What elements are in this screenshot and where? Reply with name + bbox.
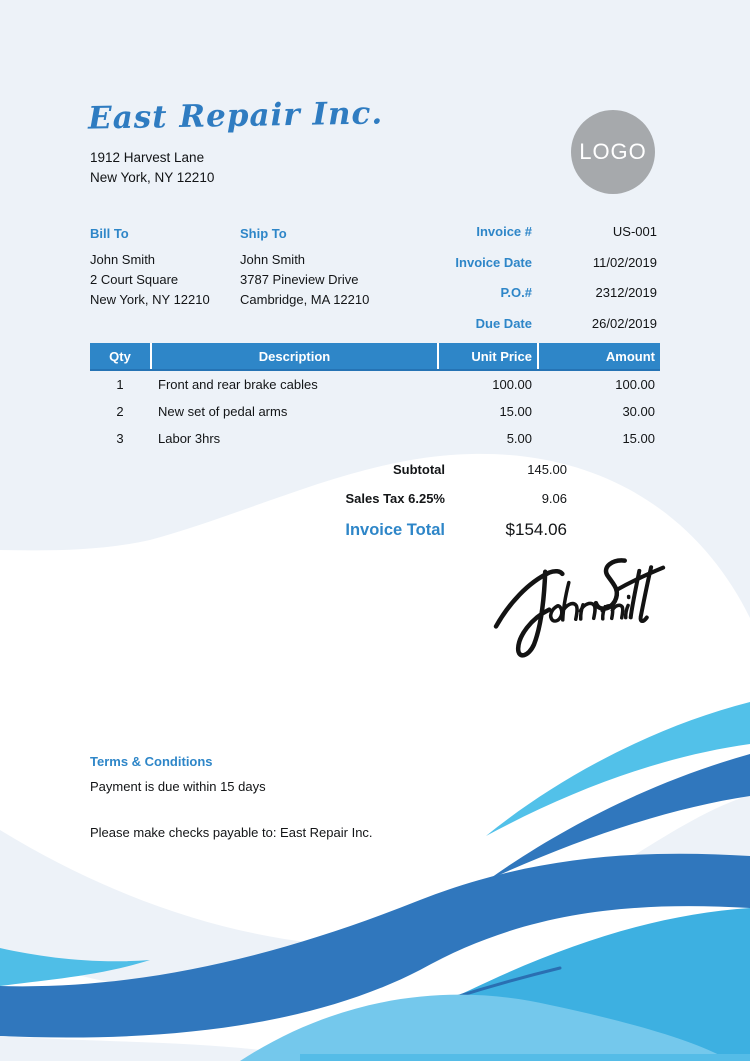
logo-badge: [571, 110, 655, 194]
header-unit-price: Unit Price: [437, 343, 537, 369]
subtotal-row: [0, 462, 567, 477]
signature: [482, 545, 677, 665]
meta-row-invoice-date: [90, 255, 657, 270]
table-row: [90, 398, 660, 425]
invoice-total-label: Invoice Total: [345, 521, 445, 539]
terms-section: [90, 754, 373, 840]
company-name: East Repair Inc.: [87, 95, 384, 137]
meta-row-po-number: [90, 285, 657, 300]
header-description: Description: [150, 343, 437, 369]
invoice-total-row: [0, 520, 567, 540]
ship-to-city: Cambridge, MA 12210: [240, 292, 370, 307]
line-items-table: [90, 343, 660, 452]
row-unit-price: 5.00: [506, 431, 532, 446]
subtotal-label: Subtotal: [393, 462, 445, 477]
row-qty: 3: [116, 431, 124, 446]
table-header-row: [90, 343, 660, 371]
row-description: Front and rear brake cables: [158, 377, 318, 392]
bill-to-street: 2 Court Square: [90, 272, 179, 287]
invoice-date-label: Invoice Date: [455, 254, 532, 270]
terms-line2: Please make checks payable to: East Repair Inc.: [90, 825, 373, 840]
due-date-label: Due Date: [475, 315, 532, 331]
subtotal-value: 145.00: [527, 462, 567, 477]
header-qty: Qty: [109, 348, 131, 364]
logo-text: LOGO: [579, 139, 647, 164]
row-qty: 1: [116, 377, 124, 392]
bill-to-city: New York, NY 12210: [90, 292, 210, 307]
invoice-number-label: Invoice #: [476, 224, 532, 239]
row-unit-price: 15.00: [499, 404, 532, 419]
row-description: Labor 3hrs: [158, 431, 221, 446]
bill-to-name: John Smith: [90, 252, 156, 267]
po-number-value: 2312/2019: [595, 285, 657, 300]
terms-line1: Payment is due within 15 days: [90, 779, 266, 794]
invoice-number-value: US-001: [612, 224, 657, 239]
sales-tax-row: [0, 491, 567, 506]
ship-to-label: Ship To: [240, 226, 287, 241]
table-row: [90, 371, 660, 398]
sales-tax-label: Sales Tax 6.25%: [345, 491, 445, 506]
row-description: New set of pedal arms: [158, 404, 288, 419]
header-amount: Amount: [537, 343, 660, 369]
row-amount: 30.00: [622, 404, 655, 419]
row-amount: 15.00: [622, 431, 655, 446]
po-number-label: P.O.#: [500, 285, 532, 300]
company-address: [90, 148, 214, 188]
row-amount: 100.00: [615, 377, 655, 392]
signature-scrawl: [482, 545, 677, 665]
row-unit-price: 100.00: [492, 377, 532, 392]
invoice-meta: [90, 224, 657, 346]
ship-to-name: John Smith: [240, 252, 306, 267]
company-address-line2: New York, NY 12210: [90, 170, 215, 185]
due-date-value: 26/02/2019: [591, 315, 657, 331]
ship-to-street: 3787 Pineview Drive: [240, 272, 359, 287]
bill-to-label: Bill To: [90, 226, 129, 241]
row-qty: 2: [116, 404, 124, 419]
meta-row-due-date: [90, 316, 657, 331]
invoice-total-value: $154.06: [505, 520, 567, 539]
table-row: [90, 425, 660, 452]
terms-heading: Terms & Conditions: [90, 754, 213, 769]
company-address-line1: 1912 Harvest Lane: [90, 150, 205, 165]
invoice-date-value: 11/02/2019: [592, 254, 657, 270]
meta-row-invoice-number: [90, 224, 657, 239]
bottom-wave-graphic: [0, 660, 750, 1061]
sales-tax-value: 9.06: [541, 491, 567, 506]
